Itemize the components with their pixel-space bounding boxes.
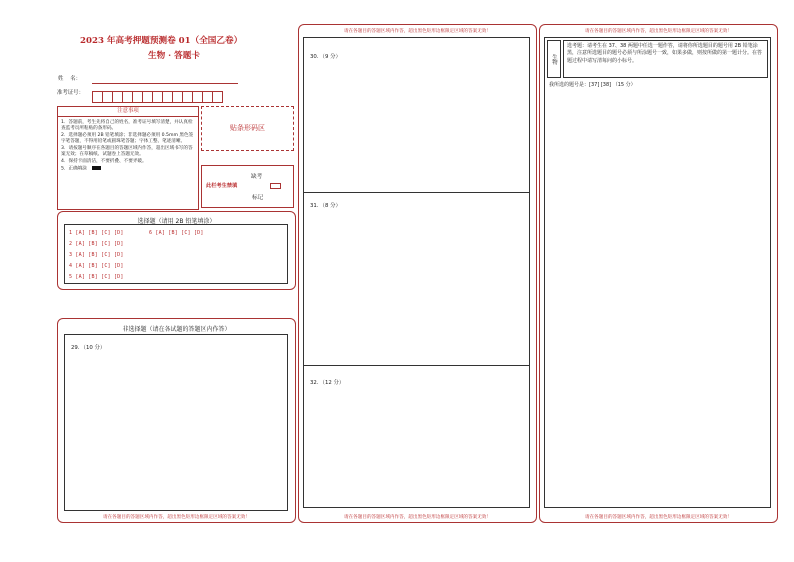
name-field[interactable] <box>92 83 238 84</box>
q32-label: 32．（12 分） <box>310 380 345 386</box>
notice-item: 4．保持卡面清洁，不要折叠、不要弄破。 <box>61 159 147 164</box>
ticket-label: 准考证号： <box>57 90 84 96</box>
notice-title: 注意事项 <box>58 107 198 117</box>
q32-answer-box[interactable] <box>304 366 529 509</box>
choice-grid <box>64 224 288 284</box>
notice-item: 5．正确填涂 <box>61 166 87 172</box>
exam-title: 2023 年高考押题预测卷 01（全国乙卷） <box>80 36 243 46</box>
q29-answer-box[interactable] <box>64 334 288 511</box>
selected-question-label[interactable]: 我所选的题号是：[37] [38] （15 分） <box>549 82 636 88</box>
choice-row-2[interactable]: 2 [A] [B] [C] [D] <box>69 241 124 247</box>
q30-label: 30．（9 分） <box>310 54 341 60</box>
barcode-area <box>201 106 294 151</box>
choice-section <box>57 211 296 290</box>
q31-answer-box[interactable] <box>304 193 529 366</box>
elective-instructions: 选考题：请考生在 37、38 两题中任选一题作答，请将你所选题目的题号用 2B 铅笔涂黑，注意所选题目的题号必须与所涂题号一致，如果多做，则按所做的第一题计分。在答题过程中请写清每问的小标号。 <box>563 40 768 78</box>
column3-frame <box>539 24 778 523</box>
barcode-label: 贴条形码区 <box>230 124 265 132</box>
notice-item: 2．选择题必须用 2B 铅笔填涂；非选择题必须用 0.5mm 黑色签字笔答题，不得用铅笔或圆珠笔答题；字体工整、笔迹清晰。 <box>61 133 194 144</box>
absent-note: 此栏考生禁填 <box>206 183 238 189</box>
header-warning: 请在各题目的答题区域内作答，超出黑色矩形边框限定区域的答案无效！ <box>584 29 732 34</box>
q30-answer-box[interactable] <box>304 38 529 193</box>
footer-warning: 请在各题目的答题区域内作答，超出黑色矩形边框限定区域的答案无效！ <box>102 515 250 520</box>
subject-title: 生物 · 答题卡 <box>148 51 200 61</box>
absent-title: 缺考 <box>251 174 263 180</box>
ticket-number-cells[interactable] <box>92 88 222 107</box>
choice-row-4[interactable]: 4 [A] [B] [C] [D] <box>69 263 124 269</box>
absent-checkbox[interactable] <box>270 183 281 189</box>
elective-side-label: 生物 <box>547 40 561 78</box>
filled-mark-example <box>92 166 101 170</box>
notice-list <box>58 117 198 173</box>
col2-answer-frame <box>303 37 530 508</box>
q31-label: 31．（8 分） <box>310 203 341 209</box>
absent-mark-box <box>201 165 294 208</box>
footer-warning: 请在各题目的答题区域内作答，超出黑色矩形边框限定区域的答案无效！ <box>343 515 491 520</box>
q29-label: 29．（10 分） <box>71 345 106 351</box>
nonchoice-title: 非选择题（请在各试题的答题区内作答） <box>122 326 231 333</box>
choice-title: 选择题（请用 2B 铅笔填涂） <box>137 218 216 225</box>
choice-row-5[interactable]: 5 [A] [B] [C] [D] <box>69 274 124 280</box>
name-label: 姓 名： <box>58 76 82 82</box>
elective-answer-frame[interactable] <box>544 37 771 508</box>
notice-box <box>57 106 199 210</box>
notice-item: 1．答题前，考生先将自己的姓名，准考证号填写清楚，并认真检查监考员所粘贴的条形码。 <box>61 120 193 131</box>
column2-frame <box>298 24 537 523</box>
choice-row-3[interactable]: 3 [A] [B] [C] [D] <box>69 252 124 258</box>
notice-item: 3．请按题号顺序在各题目的答题区域内作答，超出区域书写的答案无效；在草稿纸、试题卷上答题无效。 <box>61 146 193 157</box>
nonchoice-section <box>57 318 296 523</box>
choice-row-1[interactable]: 1 [A] [B] [C] [D] <box>69 230 124 236</box>
absent-sub: 标记 <box>252 195 264 201</box>
choice-row-6[interactable]: 6 [A] [B] [C] [D] <box>149 230 204 236</box>
header-warning: 请在各题目的答题区域内作答，超出黑色矩形边框限定区域的答案无效！ <box>343 29 491 34</box>
footer-warning: 请在各题目的答题区域内作答，超出黑色矩形边框限定区域的答案无效！ <box>584 515 732 520</box>
